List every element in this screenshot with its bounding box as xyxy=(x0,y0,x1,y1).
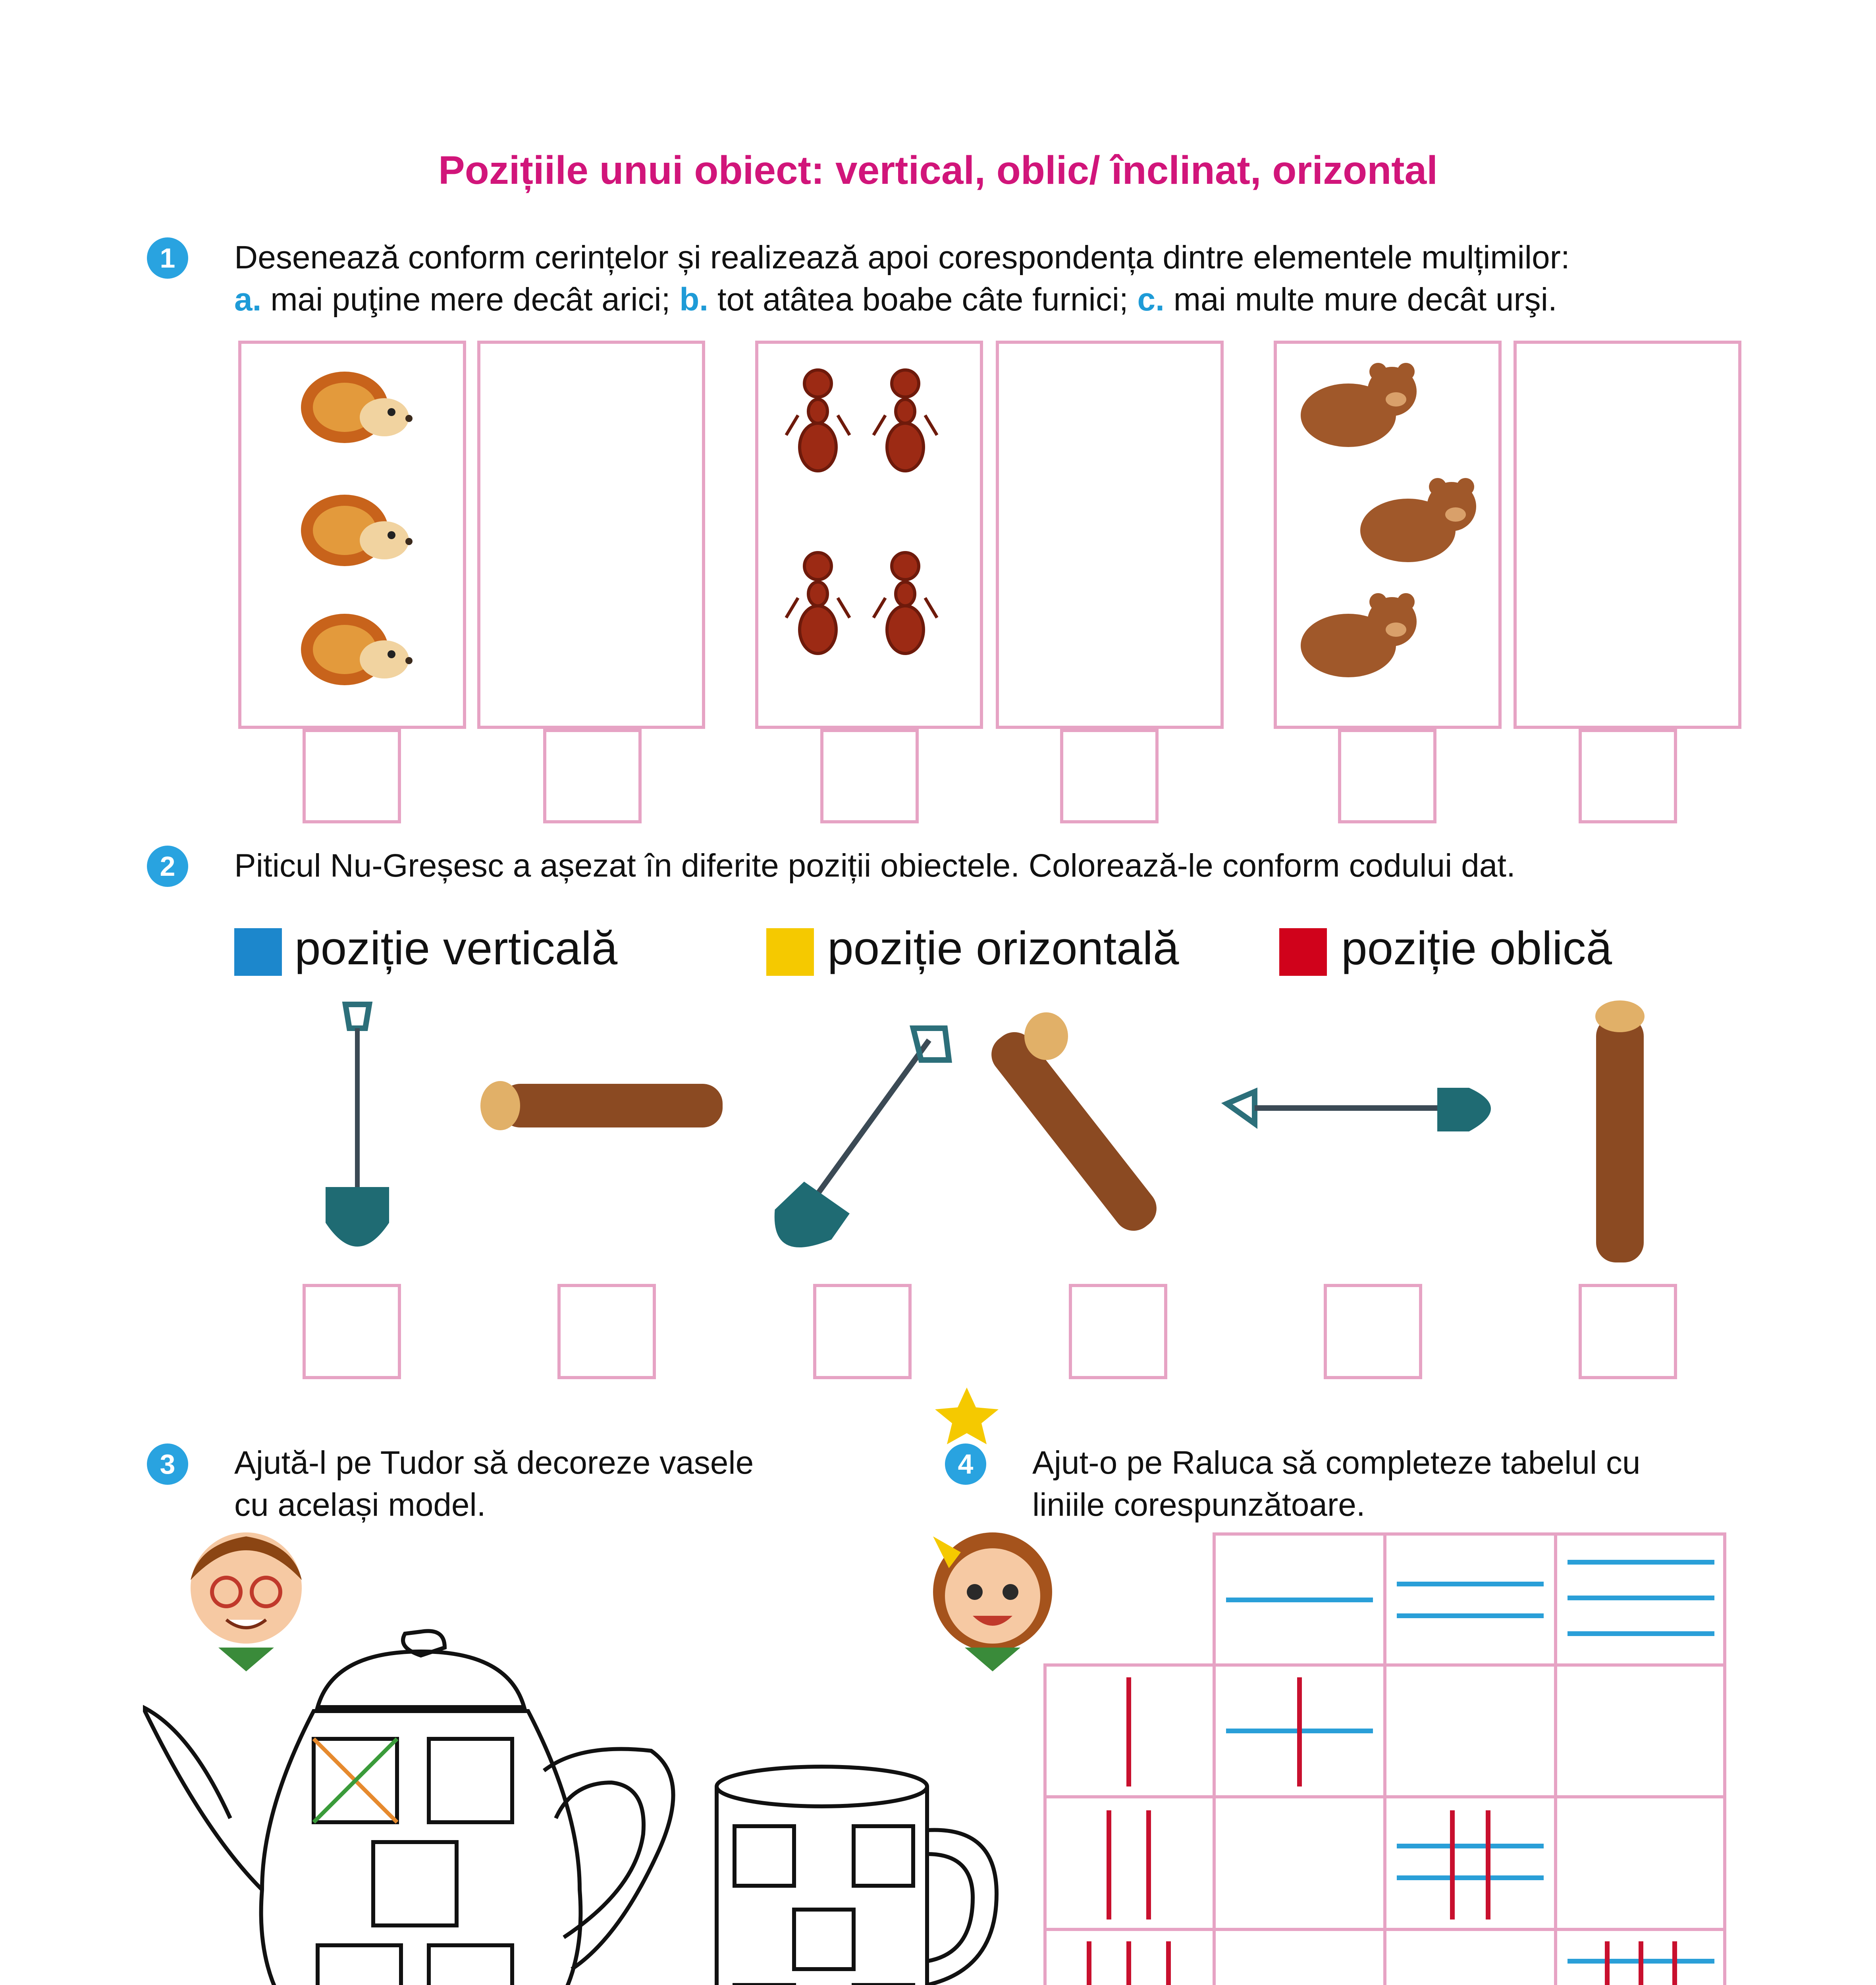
bear-icon xyxy=(1360,478,1476,562)
mug-icon xyxy=(711,1763,1028,1985)
bear-icon xyxy=(1301,593,1417,677)
color-box[interactable] xyxy=(1324,1284,1422,1379)
legend-label-oblique: poziție oblică xyxy=(1341,922,1612,975)
hedgehog-icon xyxy=(301,372,413,443)
exercise-3-text: Ajută-l pe Tudor să decoreze vasele cu același model. xyxy=(234,1445,754,1523)
bear-icon xyxy=(1301,363,1417,447)
hedgehog-icon xyxy=(301,614,413,685)
count-box[interactable] xyxy=(1338,729,1436,823)
log-icon xyxy=(480,1081,723,1130)
log-icon xyxy=(983,1012,1165,1239)
grid-cell-2x2 xyxy=(1397,1810,1544,1919)
ant-set-box xyxy=(755,341,983,729)
shovel-icon xyxy=(326,1004,389,1247)
page-title: Pozițiile unui obiect: vertical, oblic/ înclinat, orizontal xyxy=(438,148,1438,193)
exercise-4-text: Ajut-o pe Raluca să completeze tabelul cu liniile corespunzătoare. xyxy=(1032,1445,1641,1523)
exercise-3-badge: 3 xyxy=(147,1443,188,1485)
berries-drawing-box[interactable] xyxy=(1514,341,1741,729)
ant-icon xyxy=(786,553,850,653)
objects-row xyxy=(238,992,1787,1278)
ant-icons xyxy=(758,344,980,726)
color-box[interactable] xyxy=(1069,1284,1167,1379)
grid-cell-3x3 xyxy=(1568,1941,1714,1985)
exercise-2-text: Piticul Nu-Greșesc a așezat în diferite poziții obiectele. Colorează-le conform codului dat. xyxy=(234,848,1515,884)
star-icon xyxy=(933,1386,1001,1445)
beans-drawing-box[interactable] xyxy=(996,341,1224,729)
bear-set-box xyxy=(1274,341,1502,729)
log-icon xyxy=(1595,1000,1645,1262)
count-box[interactable] xyxy=(1060,729,1159,823)
hedgehog-icons xyxy=(241,344,463,726)
apples-drawing-box[interactable] xyxy=(477,341,705,729)
color-box[interactable] xyxy=(557,1284,656,1379)
legend-swatch-vertical xyxy=(234,928,282,976)
color-box[interactable] xyxy=(303,1284,401,1379)
exercise-2-badge: 2 xyxy=(147,846,188,887)
legend-swatch-oblique xyxy=(1279,928,1327,976)
exercise-1-line1: Desenează conform cerințelor și realizează apoi corespondența dintre elementele mulțimilor: xyxy=(234,239,1570,276)
teapot-pattern xyxy=(314,1739,512,1985)
count-box[interactable] xyxy=(1579,729,1677,823)
exercise-1-text xyxy=(234,237,1783,321)
hedgehog-set-box xyxy=(238,341,466,729)
exercise-4-badge: 4 xyxy=(945,1443,986,1485)
teapot-icon xyxy=(143,1612,699,1985)
count-box[interactable] xyxy=(543,729,642,823)
color-box[interactable] xyxy=(1579,1284,1677,1379)
shovel-icon xyxy=(1227,1088,1491,1131)
exercise-1-line2: a. mai puţine mere decât arici; b. tot atâtea boabe câte furnici; c. mai multe mure decât urşi. xyxy=(234,281,1557,318)
count-box[interactable] xyxy=(303,729,401,823)
bear-icons xyxy=(1277,344,1498,726)
horizontal-lines-header xyxy=(1226,1562,1714,1634)
legend-label-vertical: poziție verticală xyxy=(295,922,618,975)
shovel-icon xyxy=(762,1028,949,1264)
ant-icon xyxy=(873,553,937,653)
legend-swatch-horizontal xyxy=(766,928,814,976)
vertical-lines-header xyxy=(1089,1677,1168,1985)
ant-icon xyxy=(873,370,937,471)
count-box[interactable] xyxy=(820,729,919,823)
ant-icon xyxy=(786,370,850,471)
legend-label-horizontal: poziție orizontală xyxy=(827,922,1179,975)
lines-table xyxy=(1043,1532,1726,1985)
exercise-1-badge: 1 xyxy=(147,237,188,279)
hedgehog-icon xyxy=(301,495,413,566)
grid-cell-1x1 xyxy=(1226,1677,1373,1786)
color-box[interactable] xyxy=(813,1284,912,1379)
